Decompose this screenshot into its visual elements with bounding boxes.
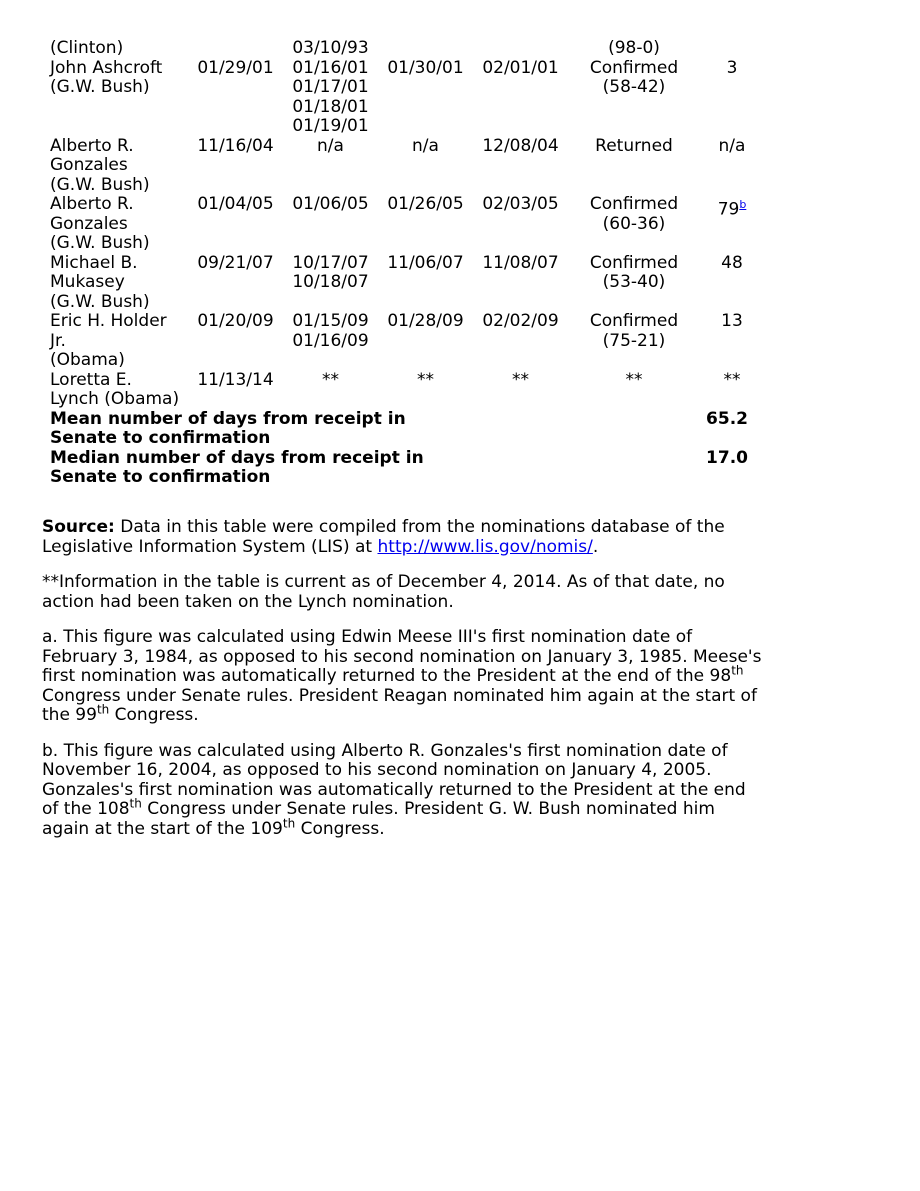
received-date-cell: 11/13/14 (197, 369, 274, 390)
median-days-value: 17.0 (706, 447, 748, 468)
nominee-cell: Alberto R. Gonzales (G.W. Bush) (50, 194, 150, 253)
days-cell: ** (723, 369, 741, 390)
result-cell: Confirmed (53-40) (589, 252, 679, 292)
nominee-cell: Alberto R. Gonzales (G.W. Bush) (50, 135, 150, 195)
footnote-link[interactable]: b (739, 198, 747, 211)
hearing-date-cell: ** (322, 369, 339, 390)
committee-date-cell: 01/26/05 (387, 194, 464, 214)
mean-days-row (44, 410, 764, 449)
result-cell: Returned (595, 135, 673, 156)
days-cell: 3 (726, 57, 738, 78)
nominee-cell: John Ashcroft (G.W. Bush) (50, 57, 163, 97)
currency-note: **Information in the table is current as of December 4, 2014. As of that date, no action had been taken on the Lynch nomination. (42, 572, 725, 612)
table-row (44, 137, 764, 196)
hearing-date-cell: 01/15/09 01/16/09 (292, 311, 369, 351)
committee-date-cell (378, 39, 473, 59)
footnote-b: b. This figure was calculated using Alberto R. Gonzales's first nomination date of November 16, 2004, as opposed to his second nomination on January 4, 2005. Gonzales's first nomination was automatically returned to the President at the end of the 108th Congress under Senate rules. President G. W. Bush nominated him again at the start of the 109th Congress. (42, 740, 746, 839)
source-note: Source: Data in this table were compiled from the nominations database of the Legislative Information System (LIS) at http://www.lis.gov/nomis/. (42, 517, 725, 557)
days-cell: 13 (721, 311, 743, 331)
final-action-date-cell: 11/08/07 (482, 252, 559, 273)
committee-date-cell: 01/28/09 (387, 311, 464, 331)
median-days-label: Median number of days from receipt in Senate to confirmation (50, 447, 424, 487)
nominations-table (44, 39, 764, 488)
hearing-date-cell: 01/16/01 01/17/01 01/18/01 01/19/01 (292, 57, 369, 136)
committee-date-cell: 01/30/01 (387, 57, 464, 78)
days-cell: n/a (718, 135, 746, 156)
ordinal-suffix: th (129, 796, 142, 811)
table-row (44, 195, 764, 254)
result-cell: (98-0) (608, 38, 660, 58)
ordinal-suffix: th (731, 663, 744, 678)
median-days-row (44, 449, 764, 488)
final-action-date-cell: 02/01/01 (482, 57, 559, 78)
hearing-date-cell: 10/17/07 10/18/07 (292, 252, 369, 292)
final-action-date-cell (473, 39, 568, 59)
table-row (44, 59, 764, 137)
table-row (44, 312, 764, 371)
result-cell: ** (625, 369, 643, 390)
hearing-date-cell: 03/10/93 (292, 38, 369, 58)
received-date-cell: 01/29/01 (197, 57, 274, 78)
committee-date-cell: n/a (412, 135, 439, 156)
received-date-cell (188, 39, 283, 59)
days-cell: 79$^b$ (717, 198, 747, 220)
nominations-table-body (44, 39, 764, 371)
table-row (44, 254, 764, 313)
hearing-date-cell: 01/06/05 (292, 194, 369, 214)
final-action-date-cell: 02/03/05 (482, 194, 559, 214)
lis-nomis-link[interactable]: http://www.lis.gov/nomis/ (377, 536, 593, 557)
table-row-lynch (44, 371, 764, 410)
nominee-cell: Eric H. Holder Jr. (Obama) (50, 311, 167, 370)
committee-date-cell: ** (417, 369, 434, 390)
committee-date-cell: 11/06/07 (387, 252, 464, 273)
nominee-cell: Michael B. Mukasey (G.W. Bush) (50, 252, 150, 312)
received-date-cell: 01/04/05 (197, 194, 274, 214)
final-action-date-cell: 12/08/04 (482, 135, 559, 156)
hearing-date-cell: n/a (317, 135, 344, 156)
received-date-cell: 01/20/09 (197, 311, 274, 331)
final-action-date-cell: 02/02/09 (482, 311, 559, 331)
nominee-cell: (Clinton) (50, 38, 124, 58)
ordinal-suffix: th (96, 702, 110, 717)
result-cell: Confirmed (60-36) (589, 194, 679, 234)
result-cell: Confirmed (75-21) (589, 311, 679, 351)
table-row (44, 39, 764, 59)
received-date-cell: 09/21/07 (197, 252, 274, 273)
days-cell: 48 (721, 252, 743, 273)
source-label: Source: (42, 517, 115, 537)
received-date-cell: 11/16/04 (197, 135, 274, 156)
mean-days-value: 65.2 (706, 408, 748, 429)
final-action-date-cell: ** (512, 369, 529, 390)
table-notes (42, 518, 762, 855)
footnote-a: a. This figure was calculated using Edwin Meese III's first nomination date of February 3, 1984, as opposed to his second nomination on January 3, 1985. Meese's first nomination was automatically returned to the President at the end of the 98th Congress under Senate rules. President Reagan nominated him again at the start of the 99th Congress. (42, 627, 762, 725)
nominee-cell: Loretta E. Lynch (Obama) (50, 369, 180, 409)
days-cell (700, 39, 764, 59)
result-cell: Confirmed (58-42) (589, 57, 679, 97)
ordinal-suffix: th (282, 815, 296, 830)
mean-days-label: Mean number of days from receipt in Senate to confirmation (50, 408, 406, 448)
